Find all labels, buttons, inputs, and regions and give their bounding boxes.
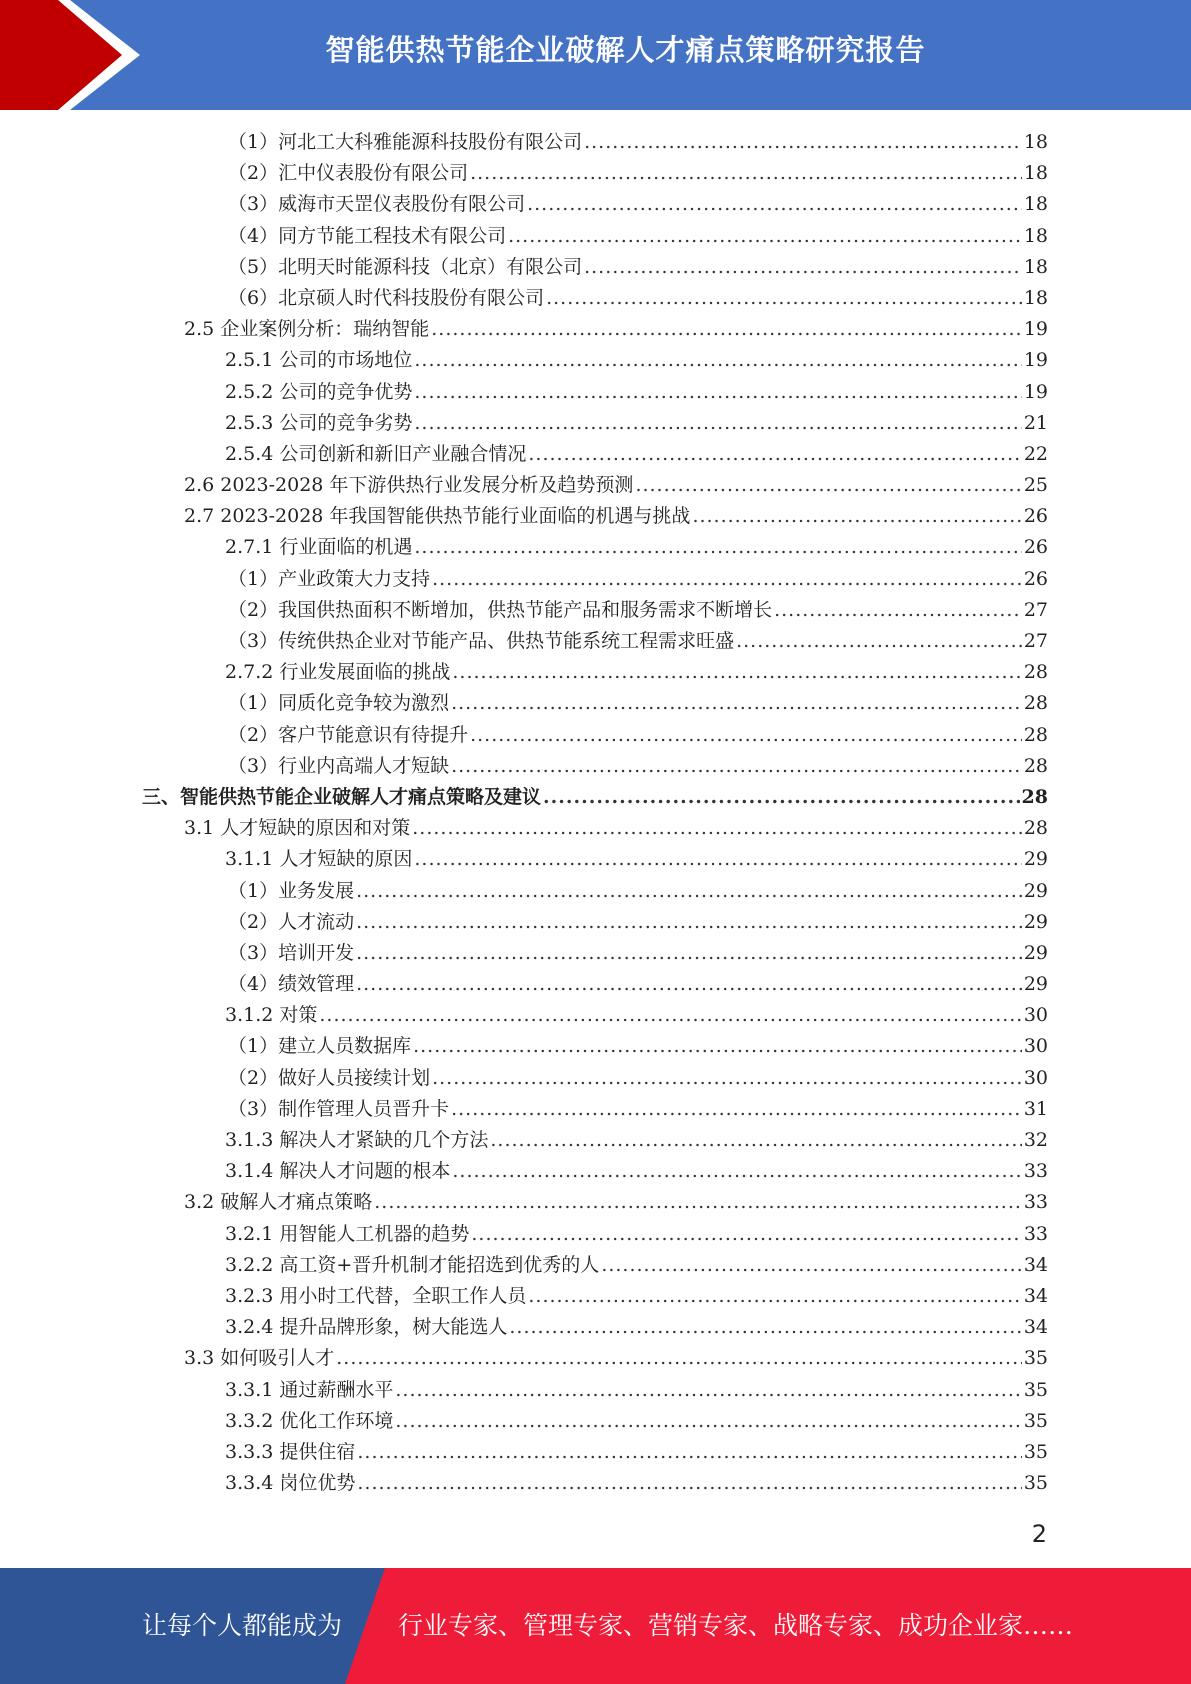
toc-entry-label: 2.5 企业案例分析：瑞纳智能 [184, 318, 430, 341]
toc-entry-label: （2）汇中仪表股份有限公司 [228, 162, 469, 185]
toc-entry-label: 2.7 2023-2028 年我国智能供热节能行业面临的机遇与挑战 [184, 505, 691, 528]
toc-entry-page: 30 [1023, 1035, 1048, 1058]
toc-entry-label: （3）制作管理人员晋升卡 [228, 1097, 450, 1120]
toc-leader-dots [452, 657, 1021, 688]
toc-entry[interactable] [0, 252, 1191, 283]
toc-entry[interactable] [0, 969, 1191, 1000]
toc-entry[interactable] [0, 657, 1191, 688]
toc-entry-page: 29 [1023, 848, 1048, 871]
toc-entry-label: 2.7.1 行业面临的机遇 [225, 536, 413, 559]
toc-entry-page: 18 [1023, 162, 1048, 185]
toc-entry[interactable] [0, 1406, 1191, 1437]
toc-entry-page: 19 [1023, 349, 1048, 372]
toc-entry-label: （4）同方节能工程技术有限公司 [228, 224, 507, 247]
toc-leader-dots [432, 564, 1022, 595]
toc-entry-label: （3）威海市天罡仪表股份有限公司 [228, 193, 526, 216]
toc-leader-dots [356, 969, 1022, 1000]
toc-entry[interactable] [0, 1375, 1191, 1406]
toc-entry[interactable] [0, 907, 1191, 938]
toc-leader-dots [470, 720, 1022, 751]
toc-entry[interactable] [0, 377, 1191, 408]
toc-entry[interactable] [0, 314, 1191, 345]
toc-entry-label: （2）做好人员接续计划 [228, 1066, 431, 1089]
toc-entry[interactable] [0, 564, 1191, 595]
toc-entry-page: 25 [1023, 474, 1048, 497]
toc-entry-page: 33 [1023, 1191, 1048, 1214]
toc-leader-dots [528, 1281, 1021, 1312]
toc-entry-page: 26 [1023, 567, 1048, 590]
toc-entry-label: 3.2.2 高工资+晋升机制才能招选到优秀的人 [225, 1253, 600, 1276]
toc-entry[interactable] [0, 626, 1191, 657]
toc-leader-dots [356, 938, 1022, 969]
toc-entry-label: （2）客户节能意识有待提升 [228, 723, 469, 746]
toc-leader-dots [527, 189, 1022, 220]
table-of-contents [0, 127, 1191, 1499]
toc-leader-dots [543, 782, 1020, 813]
toc-entry[interactable] [0, 1063, 1191, 1094]
toc-entry[interactable] [0, 501, 1191, 532]
toc-entry[interactable] [0, 1343, 1191, 1374]
toc-leader-dots [546, 283, 1022, 314]
toc-entry-label: 2.5.1 公司的市场地位 [225, 349, 413, 372]
toc-entry-page: 18 [1023, 286, 1048, 309]
toc-entry-page: 35 [1023, 1347, 1048, 1370]
toc-entry-page: 18 [1023, 224, 1048, 247]
toc-leader-dots [584, 127, 1022, 158]
toc-leader-dots [432, 1063, 1022, 1094]
toc-entry-label: 3.2.4 提升品牌形象，树大能选人 [225, 1316, 508, 1339]
toc-entry-label: （2）我国供热面积不断增加，供热节能产品和服务需求不断增长 [228, 598, 773, 621]
toc-entry-page: 35 [1023, 1472, 1048, 1495]
toc-entry-page: 28 [1023, 661, 1048, 684]
toc-leader-dots [414, 345, 1021, 376]
toc-entry-label: 2.7.2 行业发展面临的挑战 [225, 661, 451, 684]
toc-entry[interactable] [0, 532, 1191, 563]
toc-leader-dots [413, 1031, 1022, 1062]
toc-entry-label: 三、智能供热节能企业破解人才痛点策略及建议 [142, 785, 542, 808]
toc-entry-label: 3.1 人才短缺的原因和对策 [184, 817, 411, 840]
toc-leader-dots [414, 377, 1021, 408]
toc-entry-label: （3）行业内高端人才短缺 [228, 754, 450, 777]
toc-entry-page: 18 [1023, 255, 1048, 278]
toc-entry-page: 35 [1023, 1378, 1048, 1401]
toc-leader-dots [470, 158, 1022, 189]
toc-entry-page: 31 [1023, 1097, 1048, 1120]
toc-leader-dots [509, 1312, 1021, 1343]
toc-entry[interactable] [0, 158, 1191, 189]
toc-entry-page: 28 [1023, 754, 1048, 777]
toc-entry-page: 18 [1023, 193, 1048, 216]
toc-entry-page: 33 [1023, 1160, 1048, 1183]
toc-entry-label: 3.1.3 解决人才紧缺的几个方法 [225, 1129, 489, 1151]
toc-leader-dots [584, 252, 1022, 283]
toc-entry[interactable] [0, 1000, 1191, 1031]
toc-entry-page: 19 [1023, 318, 1048, 341]
page-number: 2 [1031, 1520, 1047, 1548]
toc-entry-page: 29 [1023, 910, 1048, 933]
toc-entry[interactable] [0, 938, 1191, 969]
toc-entry-label: 3.3.4 岗位优势 [225, 1472, 356, 1495]
toc-leader-dots [490, 1125, 1021, 1156]
toc-entry-label: （1）河北工大科雅能源科技股份有限公司 [228, 131, 583, 153]
toc-entry-label: 3.3.3 提供住宿 [225, 1440, 356, 1463]
toc-entry[interactable] [0, 1312, 1191, 1343]
toc-entry[interactable] [0, 1125, 1191, 1156]
toc-entry-page: 29 [1023, 941, 1048, 964]
toc-entry[interactable] [0, 751, 1191, 782]
toc-entry[interactable] [0, 1437, 1191, 1468]
footer-slogan-right: 行业专家、管理专家、营销专家、战略专家、成功企业家…… [398, 1611, 1074, 1640]
toc-leader-dots [414, 532, 1021, 563]
toc-leader-dots [414, 844, 1021, 875]
toc-leader-dots [451, 751, 1022, 782]
toc-entry[interactable] [0, 283, 1191, 314]
toc-entry-page: 28 [1021, 785, 1048, 808]
toc-leader-dots [471, 1219, 1021, 1250]
toc-entry-label: （3）培训开发 [228, 941, 355, 964]
toc-entry[interactable] [0, 595, 1191, 626]
toc-leader-dots [319, 1000, 1021, 1031]
toc-entry-label: （1）建立人员数据库 [228, 1035, 412, 1058]
toc-leader-dots [508, 221, 1022, 252]
toc-entry-label: （5）北明天时能源科技（北京）有限公司 [228, 255, 583, 278]
toc-entry-page: 33 [1023, 1222, 1048, 1245]
toc-entry-label: 3.1.1 人才短缺的原因 [225, 848, 413, 871]
toc-leader-dots [692, 501, 1021, 532]
toc-entry-label: 3.1.2 对策 [225, 1004, 318, 1027]
toc-entry-label: 3.1.4 解决人才问题的根本 [225, 1160, 451, 1183]
toc-entry-page: 30 [1023, 1066, 1048, 1089]
toc-entry-page: 26 [1023, 536, 1048, 559]
toc-entry-label: （4）绩效管理 [228, 973, 355, 996]
toc-entry-label: （1）同质化竞争较为激烈 [228, 692, 450, 715]
toc-entry-label: 2.5.4 公司创新和新旧产业融合情况 [225, 442, 527, 465]
page-header [0, 0, 1191, 110]
toc-entry[interactable] [0, 1156, 1191, 1187]
toc-leader-dots [774, 595, 1022, 626]
toc-entry[interactable] [0, 844, 1191, 875]
toc-entry-label: 3.3.1 通过薪酬水平 [225, 1378, 394, 1401]
toc-leader-dots [452, 1156, 1021, 1187]
toc-leader-dots [451, 1094, 1022, 1125]
toc-entry-page: 29 [1023, 973, 1048, 996]
toc-entry-label: 3.3.2 优化工作环境 [225, 1409, 394, 1432]
toc-leader-dots [395, 1406, 1021, 1437]
toc-leader-dots [357, 1437, 1021, 1468]
toc-leader-dots [356, 907, 1022, 938]
toc-entry-label: （6）北京硕人时代科技股份有限公司 [228, 286, 545, 309]
toc-leader-dots [374, 1187, 1022, 1218]
toc-entry[interactable] [0, 1250, 1191, 1281]
toc-entry[interactable] [0, 1031, 1191, 1062]
toc-leader-dots [736, 626, 1022, 657]
toc-entry[interactable] [0, 127, 1191, 158]
toc-entry-label: （3）传统供热企业对节能产品、供热节能系统工程需求旺盛 [228, 630, 735, 652]
toc-entry[interactable] [0, 876, 1191, 907]
toc-leader-dots [635, 470, 1021, 501]
toc-entry-label: 2.5.2 公司的竞争优势 [225, 380, 413, 403]
toc-entry-page: 35 [1023, 1440, 1048, 1463]
toc-entry-label: 3.3 如何吸引人才 [184, 1347, 335, 1370]
toc-entry-label: （2）人才流动 [228, 910, 355, 933]
toc-entry-label: 3.2 破解人才痛点策略 [184, 1191, 373, 1214]
toc-entry-page: 19 [1023, 380, 1048, 403]
toc-leader-dots [601, 1250, 1022, 1281]
toc-leader-dots [412, 813, 1022, 844]
toc-entry[interactable] [0, 1219, 1191, 1250]
toc-entry[interactable] [0, 470, 1191, 501]
toc-entry-label: 3.2.3 用小时工代替，全职工作人员 [225, 1284, 527, 1307]
toc-entry-label: （1）业务发展 [228, 879, 355, 902]
toc-entry-page: 32 [1023, 1129, 1048, 1151]
toc-entry-page: 35 [1023, 1409, 1048, 1432]
toc-entry-page: 29 [1023, 879, 1048, 902]
toc-entry[interactable] [0, 1468, 1191, 1499]
toc-entry-page: 34 [1023, 1284, 1048, 1307]
toc-entry[interactable] [0, 345, 1191, 376]
toc-leader-dots [357, 1468, 1021, 1499]
toc-entry-page: 22 [1023, 442, 1048, 465]
page-footer [0, 1568, 1191, 1684]
toc-entry-page: 28 [1023, 817, 1048, 840]
toc-entry-label: 2.6 2023-2028 年下游供热行业发展分析及趋势预测 [184, 474, 634, 497]
toc-entry[interactable] [0, 221, 1191, 252]
toc-entry-page: 21 [1023, 411, 1048, 434]
toc-entry-page: 18 [1023, 131, 1048, 153]
toc-entry-label: （1）产业政策大力支持 [228, 567, 431, 590]
toc-leader-dots [414, 408, 1021, 439]
toc-leader-dots [431, 314, 1022, 345]
toc-entry[interactable] [0, 439, 1191, 470]
toc-entry[interactable] [0, 408, 1191, 439]
toc-entry[interactable] [0, 189, 1191, 220]
toc-entry[interactable] [0, 1187, 1191, 1218]
toc-entry-page: 27 [1023, 630, 1048, 652]
toc-entry-page: 34 [1023, 1253, 1048, 1276]
toc-entry-page: 27 [1023, 598, 1048, 621]
toc-entry-page: 28 [1023, 692, 1048, 715]
toc-entry-label: 2.5.3 公司的竞争劣势 [225, 411, 413, 434]
toc-entry-page: 26 [1023, 505, 1048, 528]
toc-entry[interactable] [0, 1094, 1191, 1125]
toc-entry[interactable] [0, 688, 1191, 719]
toc-entry-page: 30 [1023, 1004, 1048, 1027]
toc-leader-dots [451, 688, 1022, 719]
footer-slogan-left: 让每个人都能成为 [142, 1611, 343, 1640]
toc-leader-dots [356, 876, 1022, 907]
toc-entry-page: 28 [1023, 723, 1048, 746]
toc-leader-dots [336, 1343, 1022, 1374]
toc-leader-dots [528, 439, 1021, 470]
toc-leader-dots [395, 1375, 1021, 1406]
toc-entry-label: 3.2.1 用智能人工机器的趋势 [225, 1222, 470, 1245]
toc-entry[interactable] [0, 1281, 1191, 1312]
toc-entry-page: 34 [1023, 1316, 1048, 1339]
document-title: 智能供热节能企业破解人才痛点策略研究报告 [325, 33, 926, 67]
toc-entry[interactable] [0, 720, 1191, 751]
toc-entry[interactable] [0, 813, 1191, 844]
toc-entry[interactable] [0, 782, 1191, 813]
